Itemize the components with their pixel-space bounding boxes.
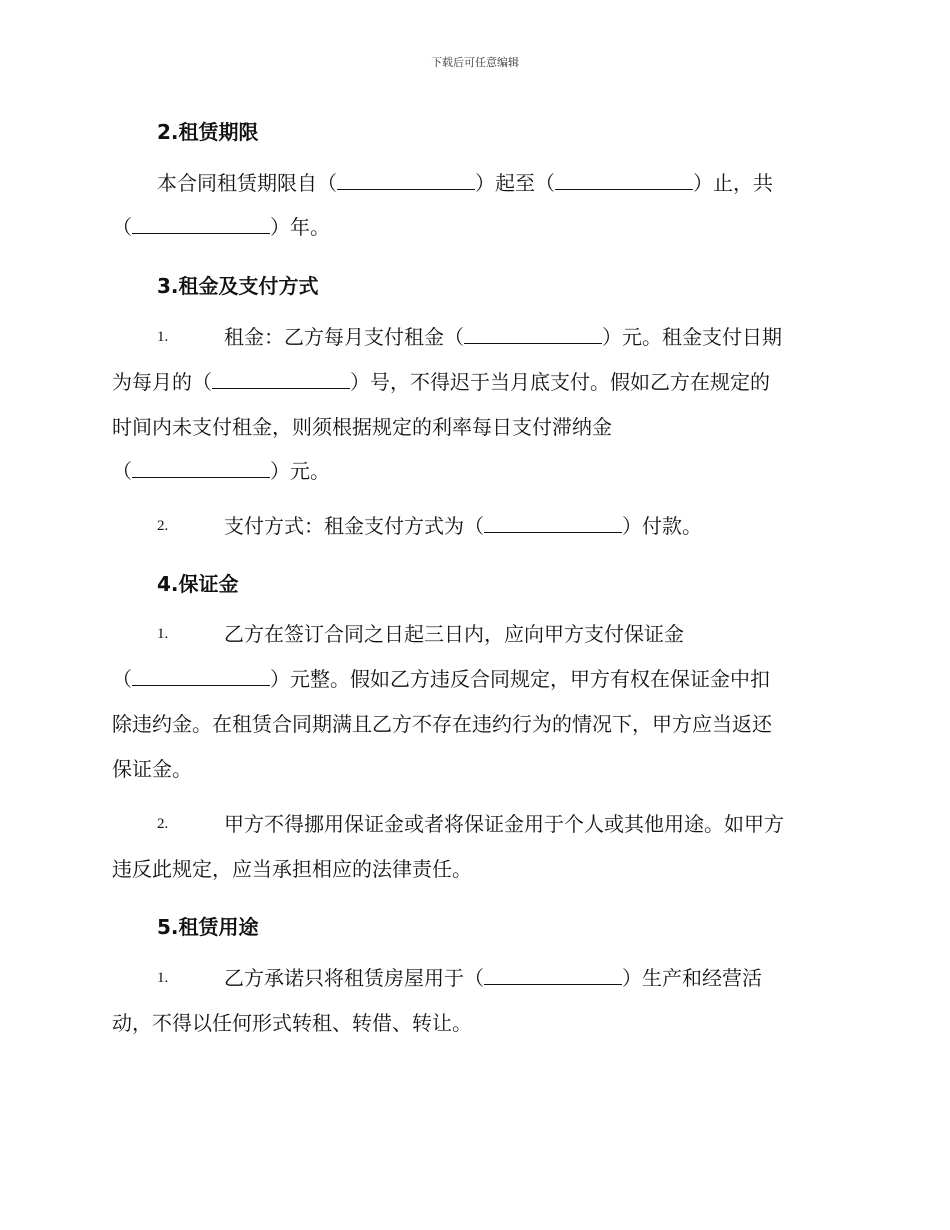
paragraph-line	[112, 215, 330, 239]
paragraph-line: 除违约金。在租赁合同期满且乙方不存在违约行为的情况下，甲方应当返还	[112, 712, 772, 736]
text: ）止，共	[693, 171, 773, 195]
paragraph-line: 保证金。	[112, 757, 192, 781]
text: ）年。	[270, 215, 330, 239]
section-heading-lease-term: 2.租赁期限	[157, 120, 259, 144]
text: ）号，不得迟于当月底支付。假如乙方在规定的	[350, 370, 770, 394]
blank-field	[132, 215, 270, 234]
section-heading-deposit: 4.保证金	[157, 572, 239, 596]
text: （	[112, 459, 132, 483]
paragraph-line	[112, 667, 770, 691]
blank-field	[132, 667, 270, 686]
blank-field	[484, 966, 622, 985]
text: ）元整。假如乙方违反合同规定，甲方有权在保证金中扣	[270, 667, 770, 691]
paragraph-line: 违反此规定，应当承担相应的法律责任。	[112, 857, 472, 881]
blank-field	[212, 370, 350, 389]
paragraph-line: 动，不得以任何形式转租、转借、转让。	[112, 1011, 472, 1035]
list-number: 1.	[157, 329, 169, 345]
paragraph-line	[112, 459, 330, 483]
text: （	[112, 667, 132, 691]
paragraph-line: 乙方在签订合同之日起三日内，应向甲方支付保证金	[224, 622, 684, 646]
blank-field	[132, 459, 270, 478]
list-number: 2.	[157, 816, 169, 832]
paragraph-line	[224, 514, 702, 538]
list-number: 1.	[157, 626, 169, 642]
text: ）起至（	[475, 171, 555, 195]
text: ）元。	[270, 459, 330, 483]
paragraph-line: 甲方不得挪用保证金或者将保证金用于个人或其他用途。如甲方	[224, 812, 784, 836]
text: 租金：乙方每月支付租金（	[224, 325, 464, 349]
page-header: 下载后可任意编辑	[431, 56, 519, 69]
blank-field	[464, 325, 602, 344]
paragraph-line	[224, 966, 762, 990]
section-heading-lease-purpose: 5.租赁用途	[157, 915, 259, 939]
text: 乙方承诺只将租赁房屋用于（	[224, 966, 484, 990]
section-heading-rent-payment: 3.租金及支付方式	[157, 274, 319, 298]
text: ）元。租金支付日期	[602, 325, 782, 349]
text: 本合同租赁期限自（	[157, 171, 337, 195]
text: ）付款。	[622, 514, 702, 538]
list-number: 1.	[157, 970, 169, 986]
text: ）生产和经营活	[622, 966, 762, 990]
blank-field	[337, 171, 475, 190]
blank-field	[555, 171, 693, 190]
text: 支付方式：租金支付方式为（	[224, 514, 484, 538]
paragraph-line: 时间内未支付租金，则须根据规定的利率每日支付滞纳金	[112, 415, 612, 439]
text: （	[112, 215, 132, 239]
list-number: 2.	[157, 518, 169, 534]
paragraph-line	[112, 370, 770, 394]
blank-field	[484, 514, 622, 533]
paragraph-line	[224, 325, 782, 349]
text: 为每月的（	[112, 370, 212, 394]
paragraph-line	[157, 171, 773, 195]
